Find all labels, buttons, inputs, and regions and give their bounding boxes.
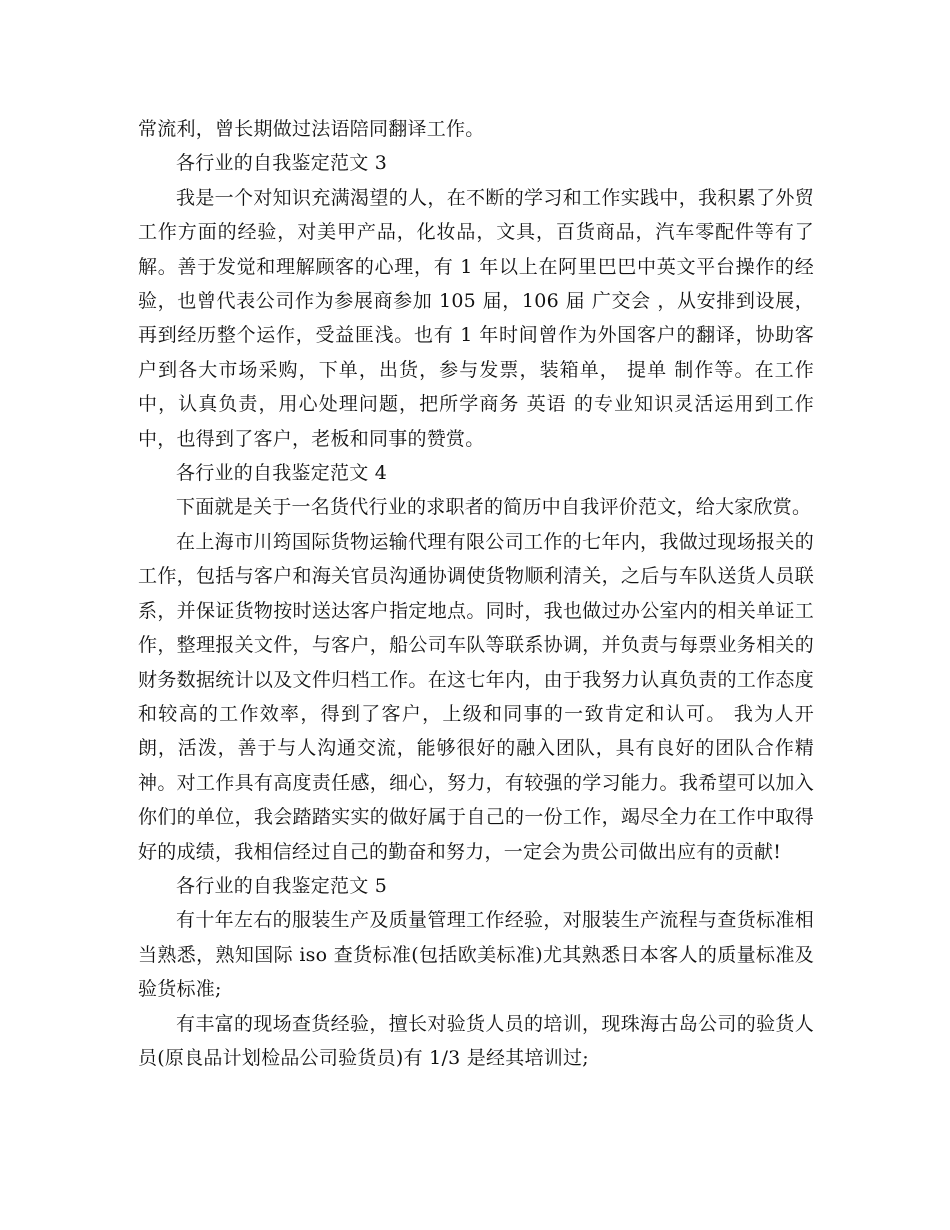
paragraph-sample-5b: 有丰富的现场查货经验，擅长对验货人员的培训，现珠海古岛公司的验货人员(原良品计划检品公司验货员)有 1/3 是经其培训过; [138, 1012, 814, 1069]
section-heading-3: 各行业的自我鉴定范文 3 [176, 152, 388, 175]
paragraph-intro-4: 下面就是关于一名货代行业的求职者的简历中自我评价范文，给大家欣赏。 [176, 496, 812, 519]
section-heading-5: 各行业的自我鉴定范文 5 [176, 874, 388, 897]
section-heading-4: 各行业的自我鉴定范文 4 [176, 462, 388, 485]
paragraph-continued: 常流利，曾长期做过法语陪同翻译工作。 [138, 118, 485, 140]
paragraph-sample-5a: 有十年左右的服装生产及质量管理工作经验，对服装生产流程与查货标准相当熟悉，熟知国际 iso 查货标准(包括欧美标准)尤其熟悉日本客人的质量标准及验货标准; [138, 909, 814, 1001]
paragraph-sample-4: 在上海市川筠国际货物运输代理有限公司工作的七年内，我做过现场报关的工作，包括与客户和海关官员沟通协调使货物顺利清关，之后与车队送货人员联系，并保证货物按时送达客户指定地点。同时，我也做过办公室内的相关单证工作，整理报关文件，与客户，船公司车队等联系协调，并负责与每票业务相关的财务数据统计以及文件归档工作。在这七年内，由于我努力认真负责的工作态度和较高的工作效率，得到了客户，上级和同事的一致肯定和认可。 我为人开朗，活泼，善于与人沟通交流，能够很好的融入团队，具有良好的团队合作精神。对工作具有高度责任感，细心，努力，有较强的学习能力。我希望可以加入你们的单位，我会踏踏实实的做好属于自己的一份工作，竭尽全力在工作中取得好的成绩，我相信经过自己的勤奋和努力，一定会为贵公司做出应有的贡献! [138, 530, 814, 863]
paragraph-sample-3: 我是一个对知识充满渴望的人，在不断的学习和工作实践中，我积累了外贸工作方面的经验，对美甲产品，化妆品，文具，百货商品，汽车零配件等有了解。善于发觉和理解顾客的心理，有 1 年以上在阿里巴巴中英文平台操作的经验，也曾代表公司作为参展商参加 105 届，106 届 广交会 ，从安排到设展，再到经历整个运作，受益匪浅。也有 1 年时间曾作为外国客户的翻译，协助客户到各大市场采购，下单，出货，参与发票，装箱单， 提单 制作等。在工作中，认真负责，用心处理问题，把所学商务 英语 的专业知识灵活运用到工作中，也得到了客户，老板和同事的赞赏。 [138, 186, 814, 450]
document-page [138, 112, 814, 1075]
